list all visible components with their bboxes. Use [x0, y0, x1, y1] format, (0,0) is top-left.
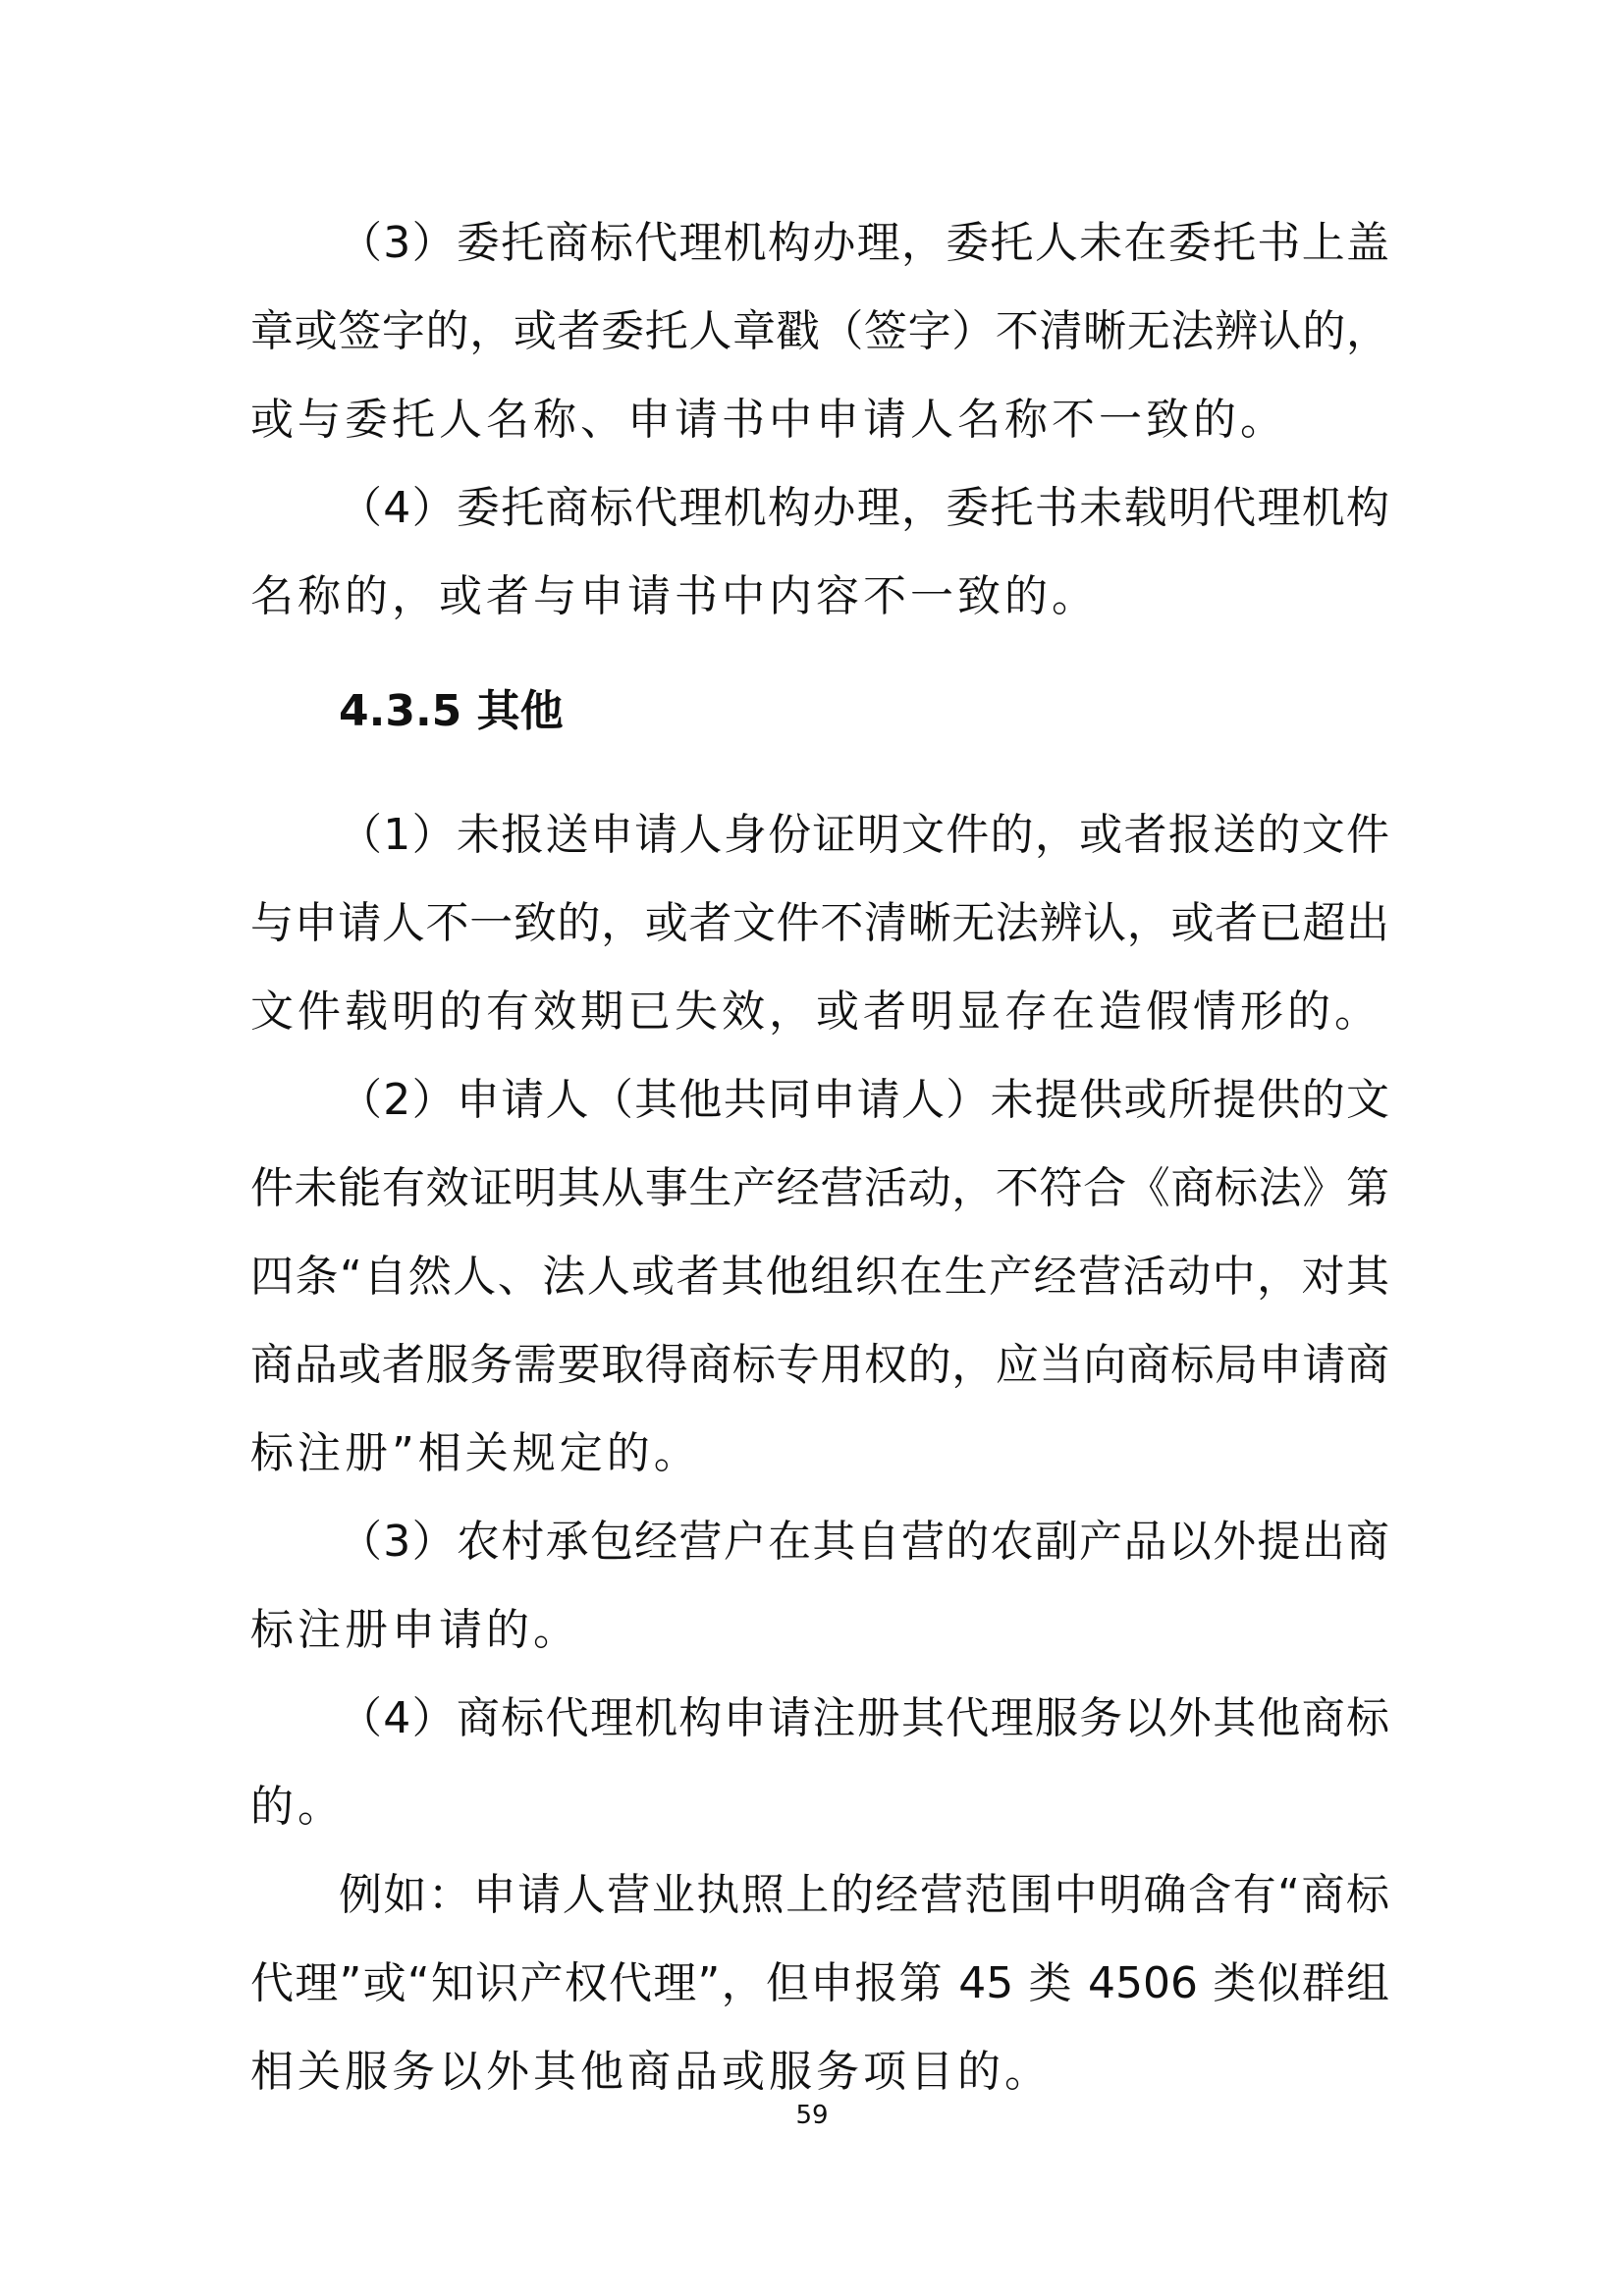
- section-item-3-line-1: （3）农村承包经营户在其自营的农副产品以外提出商: [339, 1517, 1389, 1567]
- section-item-2-line-1: （2）申请人（其他共同申请人）未提供或所提供的文: [339, 1075, 1389, 1125]
- section-item-4-line-2: 的。: [250, 1782, 345, 1832]
- paragraph-4-line-2: 名称的，或者与申请书中内容不一致的。: [250, 571, 1099, 621]
- section-item-2-line-4: 商品或者服务需要取得商标专用权的，应当向商标局申请商: [250, 1340, 1389, 1390]
- section-item-1-line-3: 文件载明的有效期已失效，或者明显存在造假情形的。: [250, 987, 1381, 1037]
- section-item-1-line-1: （1）未报送申请人身份证明文件的，或者报送的文件: [339, 810, 1389, 860]
- section-item-3-line-2: 标注册申请的。: [250, 1605, 580, 1655]
- paragraph-4-line-1: （4）委托商标代理机构办理，委托书未载明代理机构: [339, 483, 1389, 533]
- section-item-4-line-1: （4）商标代理机构申请注册其代理服务以外其他商标: [339, 1693, 1389, 1743]
- example-line-3: 相关服务以外其他商品或服务项目的。: [250, 2047, 1052, 2097]
- section-item-1-line-2: 与申请人不一致的，或者文件不清晰无法辨认，或者已超出: [250, 898, 1389, 948]
- section-item-2-line-2: 件未能有效证明其从事生产经营活动，不符合《商标法》第: [250, 1163, 1389, 1213]
- example-line-2: 代理”或“知识产权代理”，但申报第 45 类 4506 类似群组: [250, 1958, 1389, 2008]
- section-item-2-line-5: 标注册”相关规定的。: [250, 1428, 701, 1478]
- section-heading: 4.3.5 其他: [339, 686, 564, 736]
- paragraph-3-line-3: 或与委托人名称、申请书中申请人名称不一致的。: [250, 395, 1287, 445]
- page-number: 59: [795, 2101, 829, 2130]
- section-item-2-line-3: 四条“自然人、法人或者其他组织在生产经营活动中，对其: [250, 1252, 1389, 1302]
- example-line-1: 例如：申请人营业执照上的经营范围中明确含有“商标: [339, 1870, 1389, 1920]
- paragraph-3-line-1: （3）委托商标代理机构办理，委托人未在委托书上盖: [339, 218, 1389, 268]
- paragraph-3-line-2: 章或签字的，或者委托人章戳（签字）不清晰无法辨认的，: [250, 306, 1389, 356]
